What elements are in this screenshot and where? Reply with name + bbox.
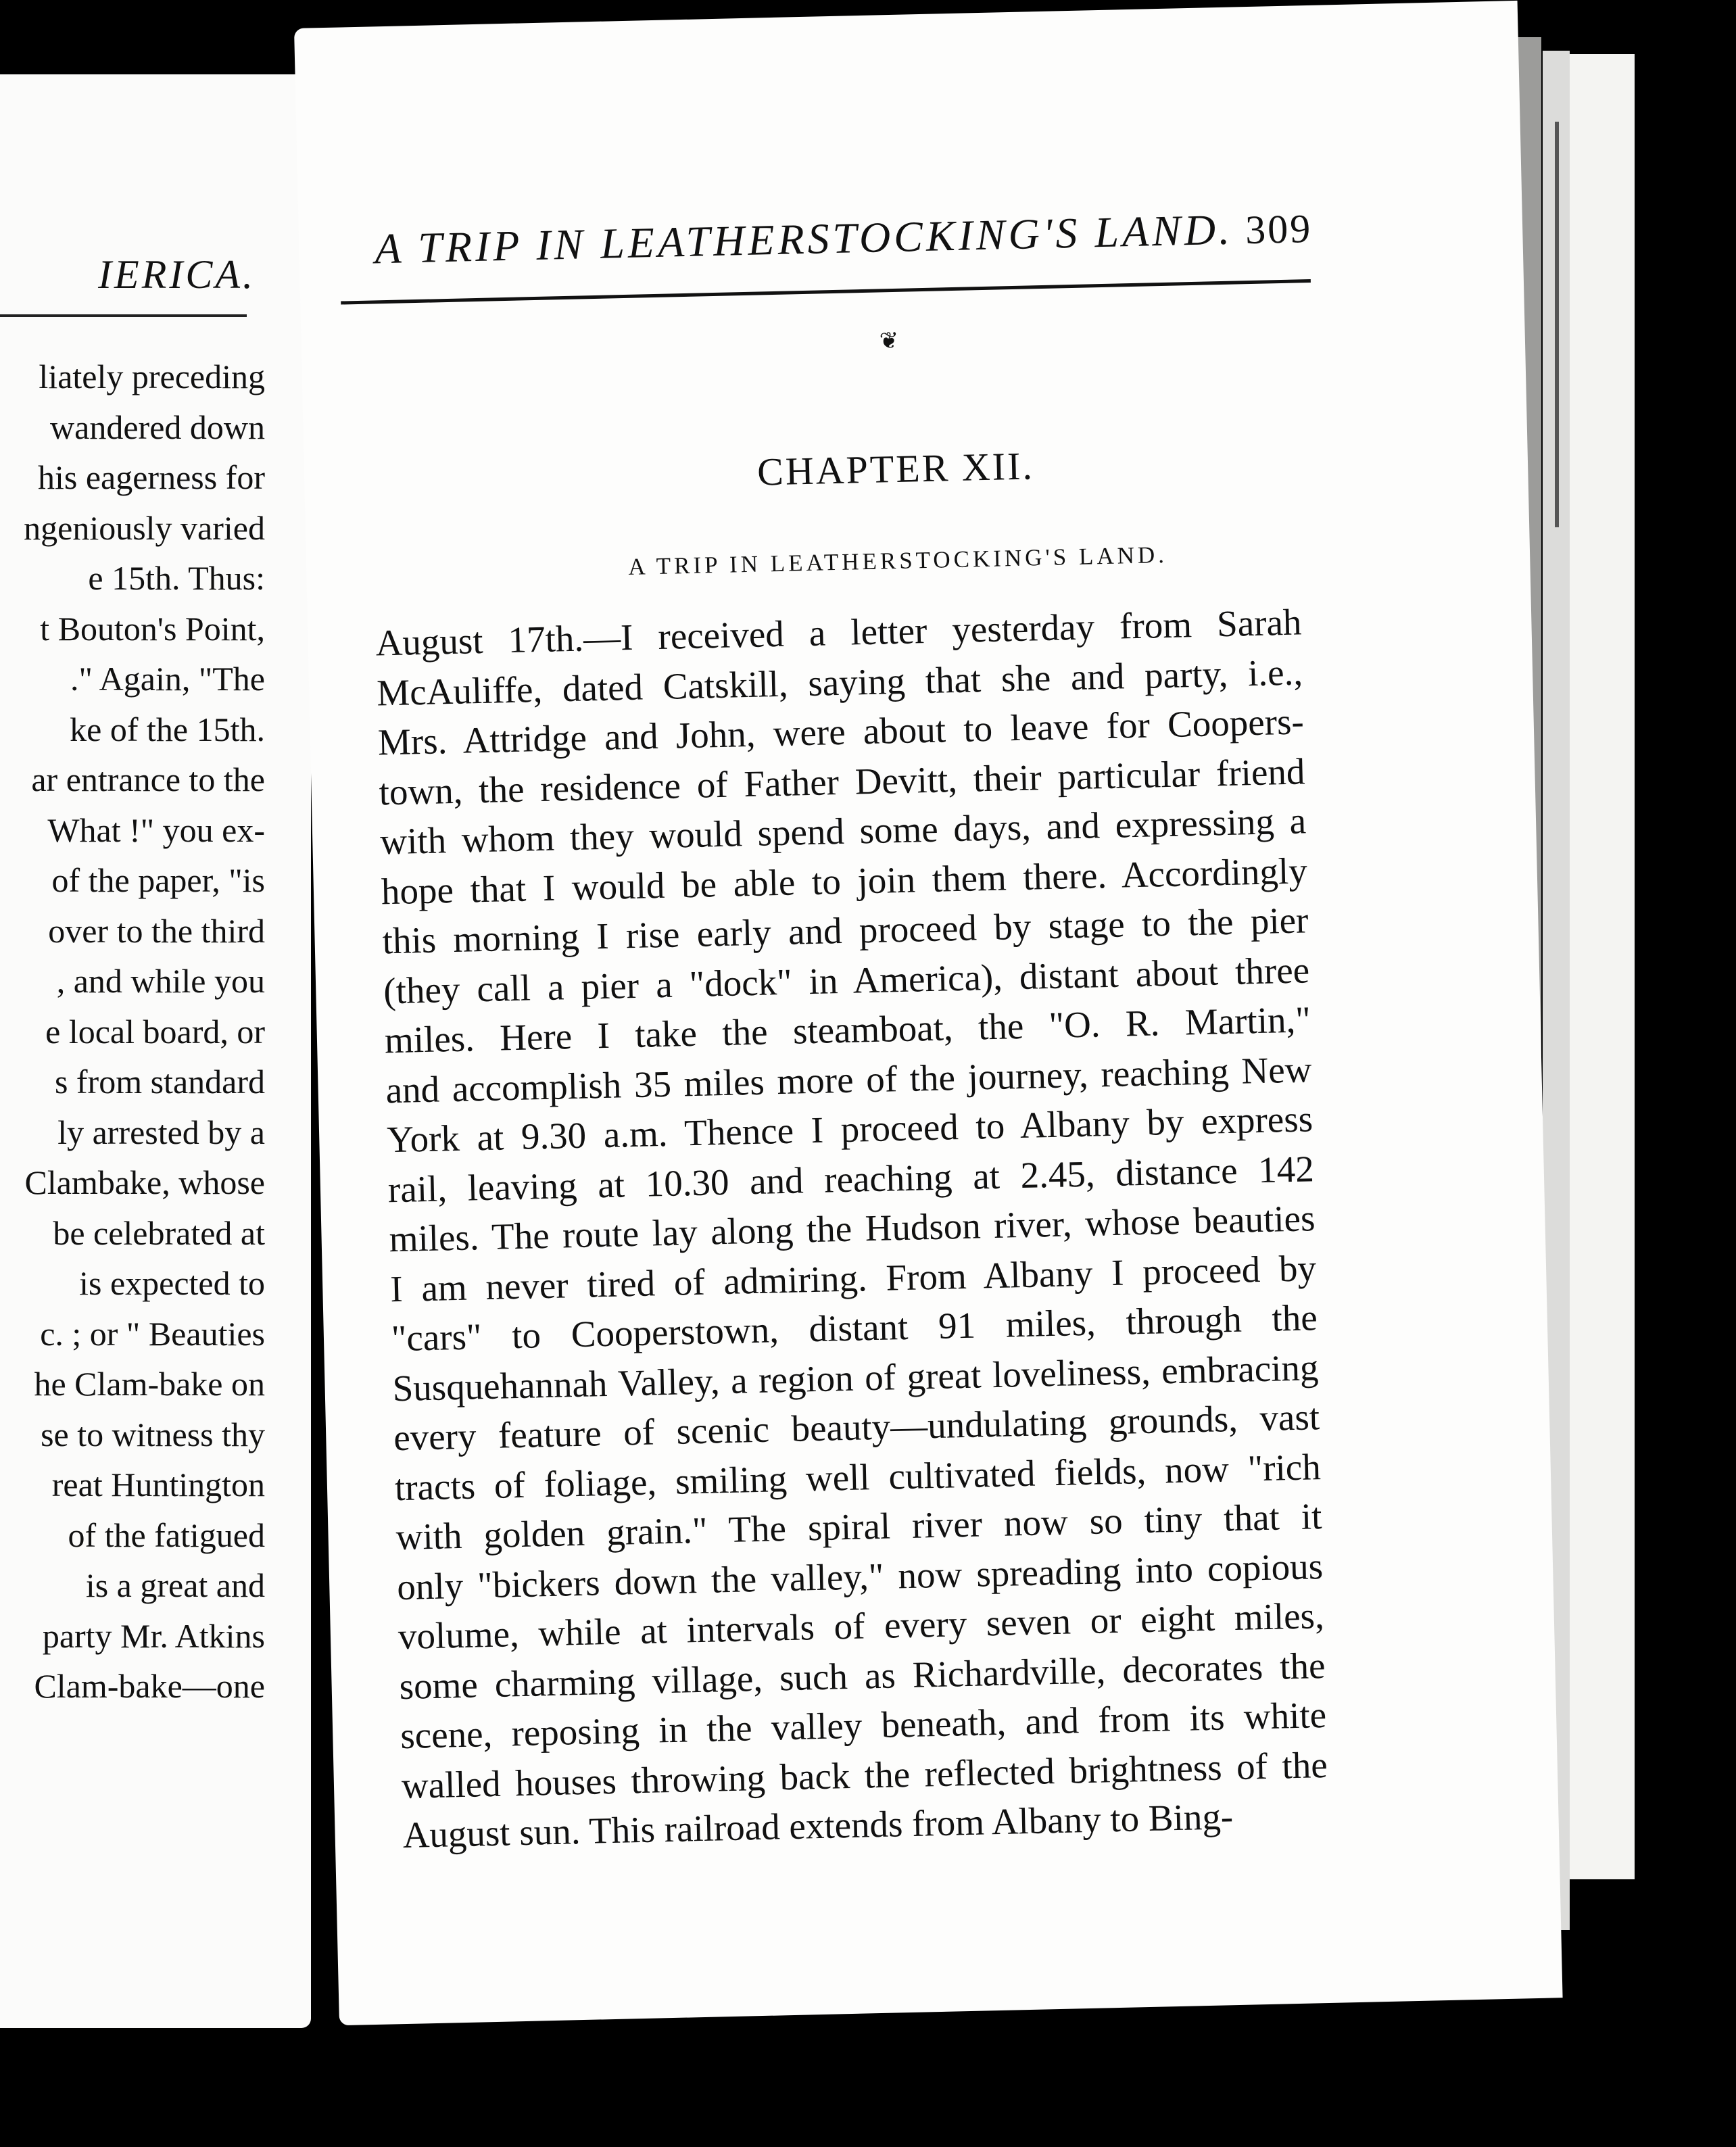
- text-line: e local board, or: [45, 1012, 265, 1051]
- text-line: every feature of scenic beauty—undulating grounds, vast: [393, 1396, 1320, 1459]
- left-header-rule: [0, 314, 247, 317]
- text-line: with golden grain." The spiral river now so tiny that it: [395, 1495, 1323, 1558]
- text-line: miles. Here I take the steamboat, the "O. R. Martin,": [384, 998, 1311, 1061]
- page-edge: [1570, 54, 1635, 1879]
- text-line: se to witness thy: [41, 1415, 265, 1453]
- chapter-title: CHAPTER XII.: [756, 443, 1035, 494]
- text-line: t Bouton's Point,: [40, 609, 265, 648]
- text-line: his eagerness for: [38, 458, 265, 496]
- chapter-body: [375, 597, 1329, 1860]
- text-line: liately preceding: [39, 358, 265, 395]
- text-line: I am never tired of admiring. From Albany I proceed by: [389, 1247, 1317, 1309]
- text-line: walled houses throwing back the reflected brightness of the: [401, 1743, 1328, 1806]
- text-line: August sun. This railroad extends from Albany to Bing-: [402, 1795, 1234, 1856]
- text-line: , and while you: [56, 962, 265, 1000]
- text-line: only "bickers down the valley," now spreading into copious: [396, 1545, 1324, 1608]
- text-line: Clam-bake—one: [34, 1667, 265, 1705]
- page-number: 309: [1245, 206, 1313, 253]
- text-line: and accomplish 35 miles more of the journey, reaching New: [385, 1048, 1313, 1111]
- running-head: A TRIP IN LEATHERSTOCKING'S LAND.: [374, 205, 1234, 273]
- text-line: wandered down: [50, 408, 265, 446]
- text-line: he Clam-bake on: [34, 1365, 265, 1403]
- text-line: ." Again, "The: [70, 660, 265, 698]
- page-edge-line: [1555, 122, 1559, 527]
- text-line: ly arrested by a: [57, 1113, 265, 1151]
- text-line: party Mr. Atkins: [42, 1616, 265, 1655]
- text-line: ngeniously varied: [24, 508, 265, 547]
- header-rule: [341, 279, 1311, 305]
- text-line: some charming village, such as Richardville, decorates the: [398, 1644, 1326, 1707]
- text-line: rail, leaving at 10.30 and reaching at 2.45, distance 142: [387, 1147, 1315, 1210]
- text-line: this morning I rise early and proceed by stage to the pier: [381, 899, 1309, 962]
- text-line: tracts of foliage, smiling well cultivated fields, now "rich: [394, 1445, 1322, 1508]
- text-line: What !" you ex-: [47, 811, 265, 849]
- text-line: s from standard: [54, 1063, 265, 1101]
- text-line: town, the residence of Father Devitt, their particular friend: [378, 750, 1305, 813]
- text-line: Clambake, whose: [24, 1163, 265, 1201]
- text-line: reat Huntington: [51, 1466, 265, 1503]
- text-line: Susquehannah Valley, a region of great loveliness, embracing: [391, 1346, 1320, 1409]
- chapter-subtitle: A TRIP IN LEATHERSTOCKING'S LAND.: [627, 541, 1168, 580]
- text-line: miles. The route lay along the Hudson river, whose beauties: [388, 1197, 1316, 1260]
- left-page-text: [24, 352, 265, 1712]
- text-line: hope that I would be able to join them there. Accordingly: [381, 849, 1308, 912]
- text-line: York at 9.30 a.m. Thence I proceed to Albany by express: [386, 1098, 1313, 1161]
- left-facing-page: [0, 74, 311, 2028]
- ornament-icon: ❦: [879, 328, 899, 354]
- left-running-head: IERICA.: [98, 252, 256, 297]
- text-line: e 15th. Thus:: [88, 559, 265, 597]
- text-line: "cars" to Cooperstown, distant 91 miles, through the: [391, 1297, 1318, 1359]
- text-line: August 17th.—I received a letter yesterday from Sarah: [375, 601, 1302, 664]
- text-line: ar entrance to the: [31, 761, 265, 798]
- text-line: scene, reposing in the valley beneath, and from its white: [400, 1694, 1327, 1757]
- text-line: over to the third: [48, 911, 265, 950]
- text-line: Mrs. Attridge and John, were about to leave for Coopers-: [377, 700, 1305, 763]
- text-line: be celebrated at: [53, 1213, 265, 1252]
- text-line: McAuliffe, dated Catskill, saying that she and party, i.e.,: [376, 650, 1303, 713]
- text-line: c. ; or " Beauties: [40, 1314, 265, 1353]
- text-line: is a great and: [85, 1566, 265, 1604]
- text-line: ke of the 15th.: [70, 710, 265, 748]
- text-line: (they call a pier a "dock" in America), distant about three: [383, 948, 1310, 1011]
- right-page: [294, 1, 1563, 2025]
- text-line: volume, while at intervals of every seven or eight miles,: [397, 1595, 1325, 1658]
- text-line: of the fatigued: [68, 1516, 265, 1554]
- text-line: of the paper, "is: [51, 861, 265, 899]
- text-line: with whom they would spend some days, and expressing a: [379, 800, 1307, 863]
- text-line: is expected to: [79, 1264, 265, 1302]
